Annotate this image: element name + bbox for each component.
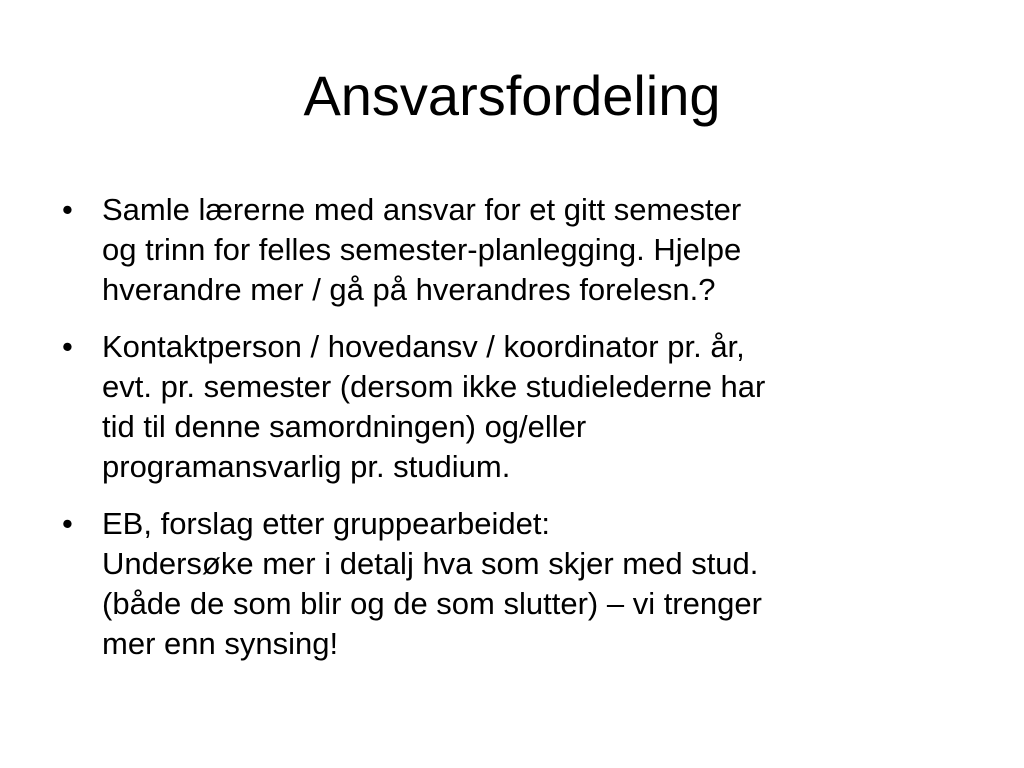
bullet-1-line-2: og trinn for felles semester-planlegging. Hjelpe [102, 232, 742, 267]
bullet-item-2 [62, 327, 972, 487]
bullet-dot-icon: • [62, 506, 73, 541]
bullet-2-line-2: evt. pr. semester (dersom ikke studielederne har [102, 369, 766, 404]
bullet-3-line-3: (både de som blir og de som slutter) – vi trenger [102, 586, 762, 621]
bullet-3-line-4: mer enn synsing! [102, 626, 339, 661]
slide-title: Ansvarsfordeling [303, 64, 721, 127]
bullet-3-line-1: EB, forslag etter gruppearbeidet: [102, 506, 551, 541]
bullet-list [62, 190, 972, 681]
bullet-dot-icon: • [62, 329, 73, 364]
bullet-3-line-2: Undersøke mer i detalj hva som skjer med stud. [102, 546, 759, 581]
bullet-1-line-3: hverandre mer / gå på hverandres forelesn.? [102, 272, 716, 307]
bullet-1-line-1: Samle lærerne med ansvar for et gitt semester [102, 192, 742, 227]
bullet-2-line-3: tid til denne samordningen) og/eller [102, 409, 587, 444]
bullet-item-1 [62, 190, 972, 310]
bullet-2-line-1: Kontaktperson / hovedansv / koordinator pr. år, [102, 329, 745, 364]
bullet-dot-icon: • [62, 192, 73, 227]
bullet-2-line-4: programansvarlig pr. studium. [102, 449, 511, 484]
bullet-item-3 [62, 504, 972, 664]
